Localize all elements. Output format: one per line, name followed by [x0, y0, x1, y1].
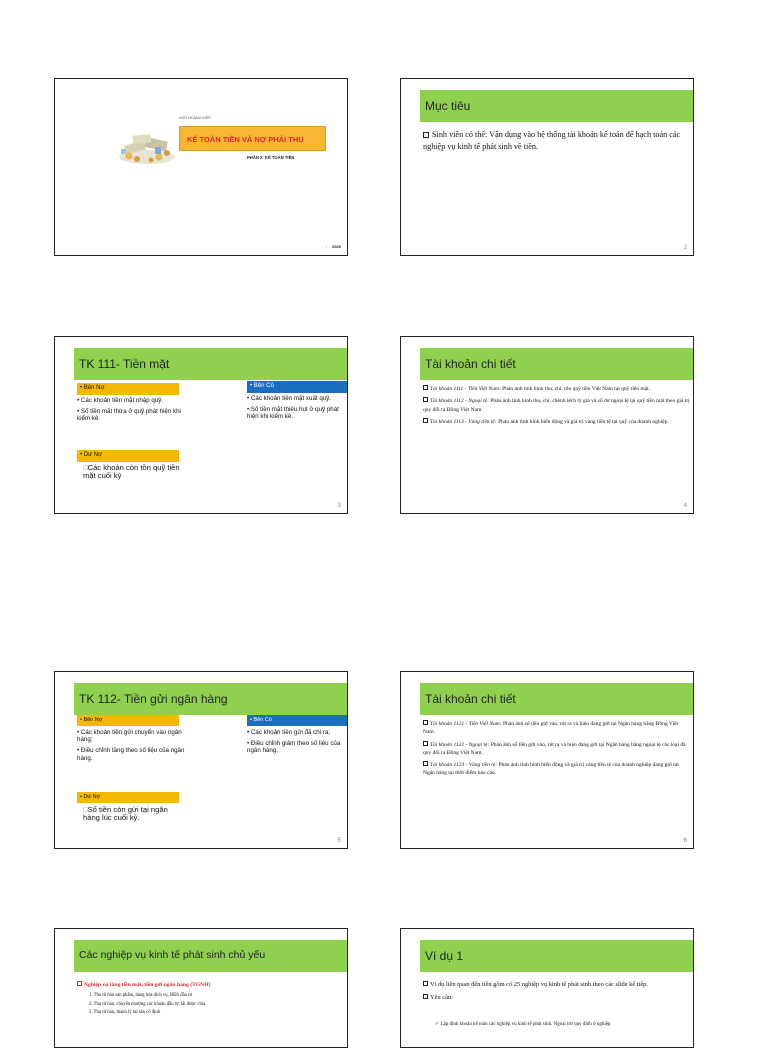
title-bar	[420, 683, 693, 715]
account-list	[423, 385, 691, 430]
account-name: Tài khoản 1121 - Tiền Việt Nam:	[430, 721, 502, 727]
objective-body: Sinh viên có thể: Vận dụng vào hệ thống tài khoản kế toán để hạch toán các nghiệp vụ kinh tế phát sinh về tiền.	[423, 130, 681, 151]
numbered-list	[89, 992, 205, 1018]
page-number: 6	[683, 838, 687, 844]
checkbox-bullet-icon	[423, 741, 428, 746]
page-number: 3	[337, 503, 341, 509]
account-name: Tài khoản 1113 - Vàng tiền tệ:	[430, 418, 497, 425]
list-item: • Điều chỉnh giảm theo số liệu của ngân hàng.	[247, 740, 341, 755]
example-text	[423, 980, 691, 1002]
title-box	[179, 126, 326, 151]
list-item: • Các khoản tiền mặt nhập quỹ.	[77, 397, 164, 404]
checkbox-bullet-icon	[423, 720, 428, 725]
list-item: □ Các khoản còn tồn quỹ tiền mặt cuối kỳ	[83, 464, 181, 480]
checkbox-bullet-icon	[423, 994, 428, 999]
ben-no-tag: • Bên Nợ	[77, 383, 179, 395]
money-coins-illustration	[115, 129, 179, 167]
account-name: Tài khoản 1123 - Vàng tiền tệ:	[430, 762, 498, 769]
slide-title: Mục tiêu	[425, 99, 471, 113]
list-item: 1. Thu từ bán sản phẩm, hàng hóa dịch vụ, BĐS đầu tư	[89, 993, 193, 998]
subheading-text: Nghiệp vụ tăng tiền mặt, tiền gửi ngân hàng (TGNH)	[84, 982, 211, 988]
checkbox-bullet-icon	[423, 132, 429, 138]
list-item	[423, 720, 691, 737]
list-item: • Số tiền mặt thiếu hụt ở quỹ phát hiện khi kiểm kê.	[247, 406, 339, 421]
checkbox-bullet-icon	[423, 418, 428, 423]
objective-text	[423, 129, 691, 153]
ben-no-list	[77, 397, 183, 427]
checkbox-bullet-icon	[423, 761, 428, 766]
account-list	[423, 720, 691, 782]
subheading	[77, 981, 210, 988]
slide-3[interactable]	[54, 336, 348, 514]
slide-8[interactable]	[400, 928, 694, 1048]
slide-subtitle: PHẦN 2: KẾ TOÁN TIỀN	[247, 155, 295, 160]
checkbox-bullet-icon	[423, 981, 428, 986]
list-item: 3. Thu từ bán, thanh lý tài sản cố định	[89, 1010, 161, 1015]
slide-title: Ví dụ 1	[425, 949, 464, 963]
page-number: 2	[683, 245, 687, 251]
title-bar	[74, 348, 347, 380]
slide-2[interactable]	[400, 78, 694, 256]
du-no-tag: • Dư Nợ	[77, 792, 179, 803]
checkbox-bullet-icon	[77, 981, 82, 986]
ben-co-tag: • Bên Có	[247, 381, 347, 393]
slide-title: KẾ TOÁN TIỀN VÀ NỢ PHẢI THU	[187, 135, 304, 144]
title-bar	[74, 683, 347, 715]
list-item: • Các khoản tiền gửi đã chi ra;	[247, 729, 331, 736]
slide-title: TK 111- Tiền mặt	[79, 357, 170, 371]
title-bar	[420, 90, 693, 122]
paragraph	[423, 980, 691, 990]
checkbox-bullet-icon	[423, 385, 428, 390]
paragraph-text: Ví dụ liên quan đến tiền gồm có 25 nghiệp vụ kinh tế phát sinh theo các slide kế tiếp.	[430, 981, 648, 988]
title-bar	[420, 348, 693, 380]
title-bar	[74, 940, 347, 972]
list-item: • Điều chỉnh tăng theo số liệu của ngân hàng.	[77, 747, 185, 762]
slide-7[interactable]	[54, 928, 348, 1048]
list-item: • Các khoản tiền mặt xuất quỹ.	[247, 395, 332, 402]
account-desc: Phản ánh tình hình biến động và giá trị vàng tiền tệ của doanh nghiệp đang gửi tại Ngân hàng tại thời điểm báo cáo.	[423, 762, 679, 777]
list-item: • Các khoản tiền gửi chuyển vào ngân hàng;	[77, 729, 182, 744]
ben-no-tag: • Bên Nợ	[77, 715, 179, 726]
list-item	[423, 741, 691, 758]
du-no-list	[83, 806, 181, 826]
account-name: Tài khoản 1111 - Tiền Việt Nam:	[430, 386, 501, 392]
list-item: • Số tiền mặt thừa ở quỹ phát hiện khi kiểm kê.	[77, 408, 181, 423]
du-no-list	[83, 464, 181, 484]
ben-co-list	[247, 729, 345, 759]
list-item	[423, 418, 691, 426]
ben-no-list	[77, 729, 187, 766]
slide-title: Tài khoản chi tiết	[425, 692, 516, 706]
page-number: 4	[683, 503, 687, 509]
checkbox-bullet-icon	[423, 397, 428, 402]
paragraph	[423, 993, 691, 1003]
account-name: Tài khoản 1122 - Ngoại tệ:	[430, 741, 490, 748]
list-item: 2. Thu từ bán, chuyển nhượng các khoản đầu tư, lãi được chia	[89, 1001, 206, 1007]
year-label: 2020	[332, 244, 341, 249]
page-number: 5	[337, 838, 341, 844]
footer-dot: •	[325, 244, 327, 249]
list-item	[423, 397, 691, 414]
account-desc: Phản ánh tình hình biến động và giá trị vàng tiền tệ tại quỹ của doanh nghiệp.	[496, 418, 669, 425]
list-item: □ Số tiền còn gửi tại ngân hàng lúc cuối kỳ.	[83, 806, 181, 822]
paragraph-text: Yêu cầu:	[430, 993, 453, 1001]
account-desc: Phản ánh tình hình thu, chi, tồn quỹ tiền Việt Nam tại quỹ tiền mặt.	[500, 386, 651, 392]
slide-5[interactable]	[54, 671, 348, 849]
ben-co-tag: • Bên Có	[247, 715, 347, 726]
ben-co-list	[247, 395, 345, 425]
slide-6[interactable]	[400, 671, 694, 849]
account-desc: Phản ánh số tiền gửi vào, rút ra và hiện đang gửi tại Ngân hàng bằng Đồng Việt Nam.	[423, 721, 679, 736]
du-no-tag: • Dư Nợ	[77, 450, 179, 462]
account-name: Tài khoản 1112 - Ngoại tệ:	[430, 398, 489, 405]
list-item	[423, 385, 691, 393]
title-bar	[420, 940, 693, 972]
slide-title: TK 112- Tiền gửi ngân hàng	[79, 692, 228, 706]
account-desc: Phản ánh số tiền gửi vào, rút ra và hiện đang gửi tại Ngân hàng bằng ngoại tệ các loại đã quy đổi ra Đồng Việt Nam.	[423, 741, 686, 756]
slide-title: Các nghiệp vụ kinh tế phát sinh chủ yếu	[79, 949, 266, 961]
requirement-item: ✓ Lập định khoản kế toán các nghiệp vụ kinh tế phát sinh. Ngoại trừ quy định ở nghiệp	[435, 1022, 611, 1027]
slide-title: Tài khoản chi tiết	[425, 357, 516, 371]
slide-4[interactable]	[400, 336, 694, 514]
account-desc: Phản ánh tình hình thu, chi, chênh lệch tỷ giá và số dư ngoại tệ tại quỹ tiền mặt theo giá trị quy đổi ra Đồng Việt Nam.	[423, 398, 690, 413]
list-item	[423, 761, 691, 778]
slide-1[interactable]	[54, 78, 348, 256]
author-name: NGÔ HOÀNG ĐIỆP	[179, 116, 211, 120]
